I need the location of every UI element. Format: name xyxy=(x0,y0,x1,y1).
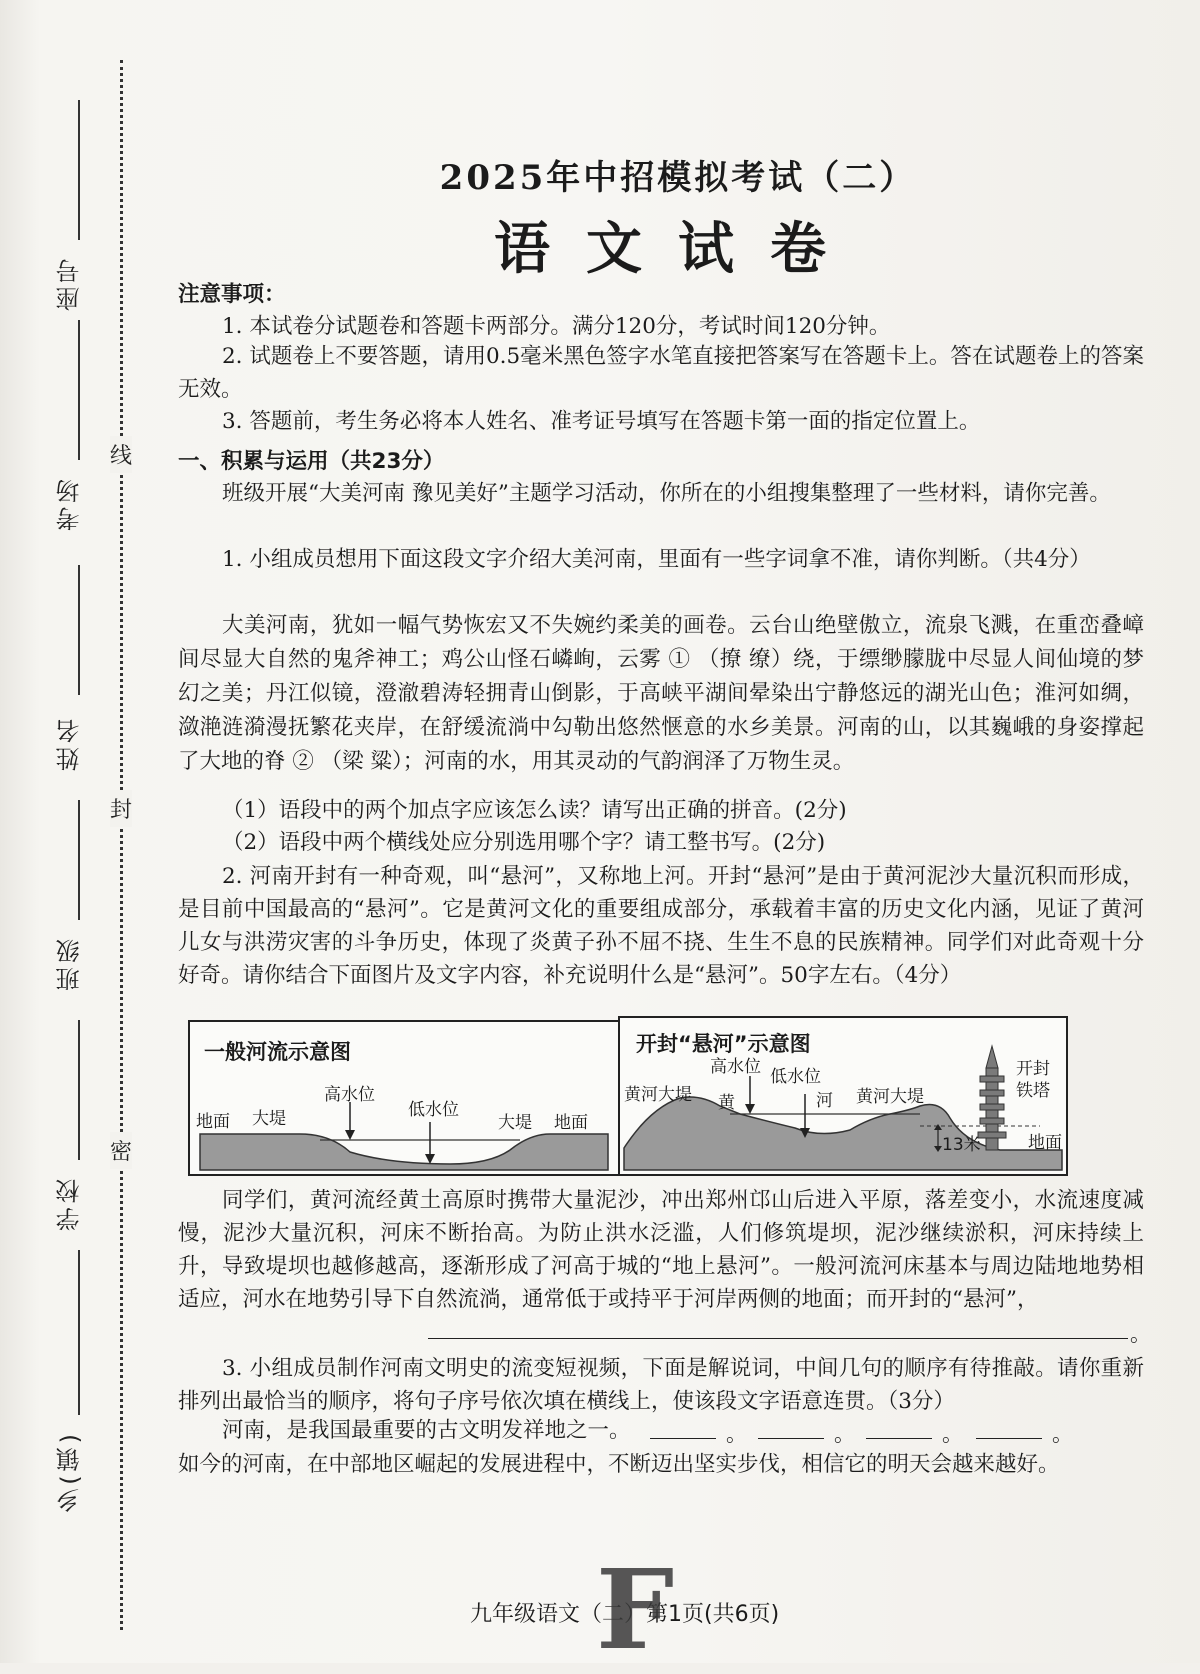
exam-room-label: 考场 xyxy=(56,475,84,531)
yellow-char-label: 黄 xyxy=(718,1093,735,1113)
normal-low-water-label: 低水位 xyxy=(408,1100,459,1120)
binding-strip xyxy=(0,0,133,1663)
kaifeng-label: 开封 xyxy=(1016,1059,1050,1079)
river-char-label: 河 xyxy=(816,1091,833,1111)
suspended-levee-right-label: 黄河大堤 xyxy=(856,1087,924,1107)
suspended-river-title: 开封“悬河”示意图 xyxy=(636,1032,811,1056)
class-label: 班级 xyxy=(56,935,84,991)
name-label: 姓名 xyxy=(56,715,84,771)
note-item-3: 3. 答题前，考生务必将本人姓名、准考证号填写在答题卡第一面的指定位置上。 xyxy=(222,409,981,434)
school-label: 学校 xyxy=(56,1175,84,1231)
township-blank xyxy=(78,1250,80,1415)
seat-number-label: 座号 xyxy=(56,255,84,311)
suspended-river-diagram xyxy=(618,1016,1068,1176)
class-blank xyxy=(78,800,80,920)
seat-number-blank xyxy=(78,100,80,240)
order-blank-2[interactable] xyxy=(758,1438,824,1439)
order-blank-4[interactable] xyxy=(976,1438,1042,1439)
name-blank xyxy=(78,565,80,695)
note-item-1: 1. 本试卷分试题卷和答题卡两部分。满分120分，考试时间120分钟。 xyxy=(222,314,891,339)
question-1-stem: 1. 小组成员想用下面这段文字介绍大美河南，里面有一些字词拿不准，请你判断。（共4分） xyxy=(222,547,1091,572)
normal-river-cross-section xyxy=(190,1022,618,1174)
question-3-line-2: 如今的河南，在中部地区崛起的发展进程中，不断迈出坚实步伐，相信它的明天会越来越好。 xyxy=(178,1452,1060,1477)
order-blank-1[interactable] xyxy=(650,1438,716,1439)
township-label: 乡(镇) xyxy=(56,1430,84,1513)
question-2-passage: 同学们，黄河流经黄土高原时携带大量泥沙，冲出郑州邙山后进入平原，落差变小，水流速度减慢，泥沙大量沉积，河床不断抬高。为防止洪水泛滥，人们修筑堤坝，泥沙继续淤积，河床持续上升，导致堤坝也越修越高，逐渐形成了河高于城的“地上悬河”。一般河流河床基本与周边陆地地势相适应，河水在地势引导下自然流淌，通常低于或持平于河岸两侧的地面；而开封的“悬河”， xyxy=(178,1188,1144,1312)
question-2-answer-blank[interactable] xyxy=(428,1338,1128,1339)
normal-levee-left-label: 大堤 xyxy=(252,1109,286,1129)
normal-river-title: 一般河流示意图 xyxy=(204,1040,351,1064)
dotted-cut-line xyxy=(120,60,123,1630)
section-intro: 班级开展“大美河南 豫见美好”主题学习活动，你所在的小组搜集整理了一些材料，请你完善。 xyxy=(222,481,1111,506)
question-2-stem: 2. 河南开封有一种奇观，叫“悬河”，又称地上河。开封“悬河”是由于黄河泥沙大量沉积而形成，是目前中国最高的“悬河”。它是黄河文化的重要组成部分，承载着丰富的历史文化内涵，见证了黄河儿女与洪涝灾害的斗争历史，体现了炎黄子孙不屈不挠、生生不息的民族精神。同学们对此奇观十分好奇。请你结合下面图片及文字内容，补充说明什么是“悬河”。50字左右。（4分） xyxy=(178,864,1144,988)
subject-title: 语文试卷 xyxy=(494,216,862,282)
section-heading: 一、积累与运用（共23分） xyxy=(178,449,445,474)
question-1-sub-1: （1）语段中的两个加点字应该怎么读？请写出正确的拼音。(2分) xyxy=(222,798,847,823)
height-13m-label: 13米 xyxy=(942,1135,981,1155)
version-mark: F xyxy=(596,1545,675,1674)
normal-levee-right-label: 大堤 xyxy=(498,1113,532,1133)
exam-page: 座号 考场 姓名 班级 学校 乡(镇) 线 封 密 2025年中招模拟考试（二） 语文试卷 注意事项： 1. 本试卷分试题卷和答题卡两部分。满分120分，考试时间120分钟。 2. 试题卷上不要答题，请用0.5毫米黑色签字水笔直接把答案写在答题卡上。答在试题卷上的答案无效。 3. 答题前，考生务必将本人姓名、准考证号填写在答题卡第一面的指定位置上。 一、积累与运用（共23分） 班级开展“大美河南 豫见美好”主题学习活动，你所在的小组搜集整理了一些材料，请你完善。 1. 小组成员想用下面这段文字介绍大美河南，里面有一些字词拿不准，请你判断。（共4分） 大美河南，犹如一幅气势恢宏又不失婉约柔美的画卷。云台山绝壁傲立，流泉飞溅，在重峦叠嶂间尽显大自然的鬼斧神工；鸡公山怪石嶙峋，云雾 ① （撩 缭）绕，于缥缈朦胧中尽显人间仙境的梦幻之美；丹江似镜，澄澈碧涛轻拥青山倒影，于高峡平湖间晕染出宁静悠远的湖光山色；淮河如绸，潋滟涟漪漫抚繁花夹岸，在舒缓流淌中勾勒出悠然惬意的水乡美景。河南的山，以其巍峨的身姿撑起了大地的脊 ② （梁 粱）；河南的水，用其灵动的气韵润泽了万物生灵。 （1）语段中的两个加点字应该怎么读？请写出正确的拼音。(2分) （2）语段中两个横线处应分别选用哪个字？请工整书写。(2分) 2. 河南开封有一种奇观，叫“悬河”，又称地上河。开封“悬河”是由于黄河泥沙大量沉积而形成，是目前中国最高的“悬河”。它是黄河文化的重要组成部分，承载着丰富的历史文化内涵，见证了黄河儿女与洪涝灾害的斗争历史，体现了炎黄子孙不屈不挠、生生不息的民族精神。同学们对此奇观十分好奇。请你结合下面图片及文字内容，补充说明什么是“悬河”。50字左右。（4分） 一般河流示意图 地面 大堤 高水位 低水位 大堤 地面 开封“悬河”示意图 黄河大堤 高水位 低水位 黄 河 黄河大堤 开封 铁塔 13米 地面 同学们，黄河流经黄土高原时携带大量泥沙，冲出郑州邙山后进入平原，落差变小，水流速度减慢，泥沙大量沉积，河床不断抬高。为防止洪水泛滥，人们修筑堤坝，泥沙继续淤积，河床持续上升，导致堤坝也越修越高，逐渐形成了河高于城的“地上悬河”。一般河流河床基本与周边陆地地势相适应，河水在地势引导下自然流淌，通常低于或持平于河岸两侧的地面；而开封的“悬河”， 。 3. 小组成员制作河南文明史的流变短视频，下面是解说词，中间几句的顺序有待推敲。请你重新排列出最恰当的顺序，将句子序号依次填在横线上，使该段文字语意连贯。（3分） 河南，是我国最重要的古文明发祥地之一。 。 。 。 。 如今的河南，在中部地区崛起的发展进程中，不断迈出坚实步伐，相信它的明天会越来越好。 九年级语文（二）第1页(共6页) F xyxy=(0,0,1200,1663)
notes-heading: 注意事项： xyxy=(178,282,286,307)
question-1-sub-2: （2）语段中两个横线处应分别选用哪个字？请工整书写。(2分) xyxy=(222,830,826,855)
iron-pagoda-label: 铁塔 xyxy=(1016,1081,1050,1101)
suspended-levee-left-label: 黄河大堤 xyxy=(624,1085,692,1105)
school-blank xyxy=(78,1020,80,1160)
normal-ground-right-label: 地面 xyxy=(554,1113,588,1133)
normal-high-water-label: 高水位 xyxy=(324,1085,375,1105)
seal-char-line: 线 xyxy=(110,436,132,473)
page-footer: 九年级语文（二）第1页(共6页) xyxy=(470,1602,780,1627)
seal-char-secret: 密 xyxy=(110,1132,132,1169)
question-3-line-1: 河南，是我国最重要的古文明发祥地之一。 xyxy=(222,1418,631,1443)
question-1-passage: 大美河南，犹如一幅气势恢宏又不失婉约柔美的画卷。云台山绝壁傲立，流泉飞溅，在重峦叠嶂间尽显大自然的鬼斧神工；鸡公山怪石嶙峋，云雾 ① （撩 缭）绕，于缥缈朦胧中尽显人间仙境的梦幻之美；丹江似镜，澄澈碧涛轻拥青山倒影，于高峡平湖间晕染出宁静悠远的湖光山色；淮河如绸，潋滟涟漪漫抚繁花夹岸，在舒缓流淌中勾勒出悠然惬意的水乡美景。河南的山，以其巍峨的身姿撑起了大地的脊 ② （梁 粱）；河南的水，用其灵动的气韵润泽了万物生灵。 xyxy=(178,613,1144,774)
note-item-2: 2. 试题卷上不要答题，请用0.5毫米黑色签字水笔直接把答案写在答题卡上。答在试题卷上的答案无效。 xyxy=(178,344,1144,402)
normal-ground-left-label: 地面 xyxy=(196,1112,230,1132)
normal-river-diagram xyxy=(188,1020,620,1176)
seal-char-seal: 封 xyxy=(110,790,132,827)
exam-title: 2025年中招模拟考试（二） xyxy=(439,158,917,198)
exam-room-blank xyxy=(78,320,80,460)
question-3-stem: 3. 小组成员制作河南文明史的流变短视频，下面是解说词，中间几句的顺序有待推敲。请你重新排列出最恰当的顺序，将句子序号依次填在横线上，使该段文字语意连贯。（3分） xyxy=(178,1356,1144,1414)
suspended-low-water-label: 低水位 xyxy=(770,1067,821,1087)
suspended-ground-label: 地面 xyxy=(1028,1133,1062,1153)
suspended-high-water-label: 高水位 xyxy=(710,1057,761,1077)
order-blank-3[interactable] xyxy=(866,1438,932,1439)
